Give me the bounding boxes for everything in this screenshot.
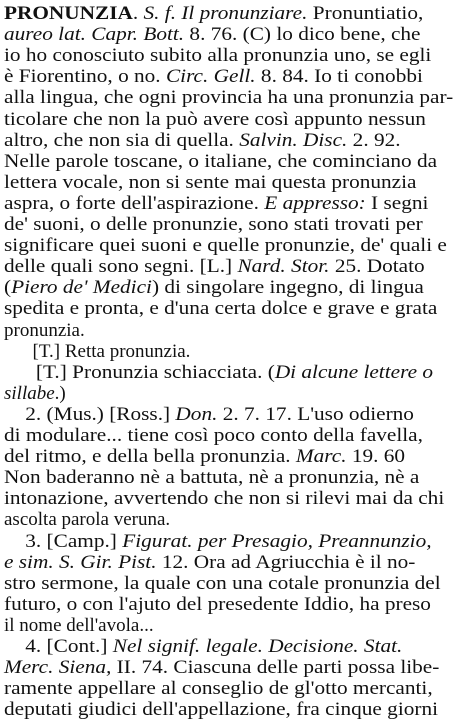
citation-text: sillabe	[4, 382, 55, 404]
entry-text: del ritmo, e della bella pronunzia.	[4, 446, 296, 468]
citation-text: Figurat. per Presagio, Preannunzio,	[122, 530, 432, 552]
entry-text: ) di singolare ingegno, di lingua	[151, 277, 424, 299]
entry-text: 19. 60	[346, 446, 406, 468]
entry-text: 8. 84. Io ti conobbi	[255, 66, 423, 88]
entry-text: di modulare... tiene così poco conto della favella,	[4, 425, 423, 446]
citation-text: Di alcune lettere o	[274, 361, 433, 383]
entry-text: futuro, o con l'ajuto del presedente Iddio, ha preso	[4, 593, 431, 615]
entry-text: [T.] Pronunzia schiacciata. (	[4, 361, 275, 383]
entry-text: 2. 7. 17. L'uso odierno	[217, 403, 414, 425]
citation-text: Nard. Stor.	[237, 256, 330, 278]
entry-text: (	[4, 277, 12, 299]
entry-text: stro sermone, la quale con una cotale pronunzia del	[4, 572, 441, 594]
entry-line	[4, 698, 438, 722]
citation-text: E appresso:	[264, 192, 366, 214]
citation-text: Circ. Gell.	[165, 66, 256, 88]
citation-text: e sim. S. Gir. Pist.	[4, 551, 157, 573]
entry-text: Non baderanno nè a battuta, nè a pronunzia, nè a	[4, 467, 420, 489]
entry-text: deputati giudici dell'appellazione, fra cinque giorni	[4, 699, 439, 721]
entry-text: è Fiorentino, o no.	[4, 66, 166, 88]
entry-text: .	[132, 3, 144, 24]
entry-text: II. 74. Ciascuna delle parti possa libe-	[111, 657, 440, 679]
citation-text: Merc. Siena,	[4, 657, 112, 679]
entry-text: ascolta parola veruna.	[4, 509, 171, 531]
citation-text: Nel signif. legale. Decisione. Stat.	[112, 636, 403, 657]
entry-text: 2. 92.	[347, 129, 401, 151]
entry-text: 3. [Camp.]	[4, 530, 123, 552]
entry-text: alla lingua, che ogni provincia ha una pronunzia par-	[4, 87, 454, 109]
entry-text: 25. Dotato	[329, 256, 425, 278]
entry-text: de' suoni, o delle pronunzie, sono stati trovati per	[4, 214, 423, 235]
entry-line	[4, 361, 433, 385]
entry-text: 12. Ora ad Agriucchia è il no-	[156, 551, 416, 573]
entry-text: I segni	[365, 192, 429, 214]
citation-text: Marc.	[295, 446, 347, 468]
citation-text: aureo lat. Capr. Bott.	[4, 24, 185, 46]
entry-text: Nelle parole toscane, o italiane, che cominciano da	[4, 150, 438, 172]
entry-text: aspra, o forte dell'aspirazione.	[4, 192, 265, 214]
headword: PRONUNZIA	[4, 3, 133, 24]
entry-text: spedita e pronta, e d'una certa dolce e grave e grata	[4, 298, 438, 320]
entry-text: delle quali sono segni. [L.]	[4, 256, 238, 278]
entry-text: [T.] Retta pronunzia.	[4, 340, 191, 362]
entry-text: 4. [Cont.]	[4, 636, 113, 657]
entry-text: ticolare che non la può avere così appunto nessun	[4, 108, 426, 130]
citation-text: Salvin. Disc.	[239, 129, 348, 151]
entry-text: intonazione, avvertendo che non si rilevi mai da chi	[4, 488, 445, 510]
entry-text: .)	[54, 382, 66, 404]
entry-text: il nome dell'avola...	[4, 614, 154, 636]
citation-text: S. f. Il pronunziare.	[143, 3, 308, 24]
entry-text: Pronuntiatio,	[307, 3, 424, 24]
entry-text: significare quei suoni e quelle pronunzie, de' quali e	[4, 235, 447, 257]
entry-text: altro, che non sia di quella.	[4, 129, 240, 151]
citation-text: Don.	[175, 403, 218, 425]
entry-text: pronunzia.	[4, 319, 85, 341]
entry-text: 8. 76. (C) lo dico bene, che	[184, 24, 421, 46]
entry-text: lettera vocale, non si sente mai questa pronunzia	[4, 171, 417, 193]
entry-text: io ho conosciuto subito alla pronunzia uno, se egli	[4, 45, 432, 67]
entry-text: 2. (Mus.) [Ross.]	[4, 403, 176, 425]
entry-text: ramente appellare al conseglio de gl'otto mercanti,	[4, 678, 433, 700]
citation-text: Piero de' Medici	[11, 277, 152, 299]
